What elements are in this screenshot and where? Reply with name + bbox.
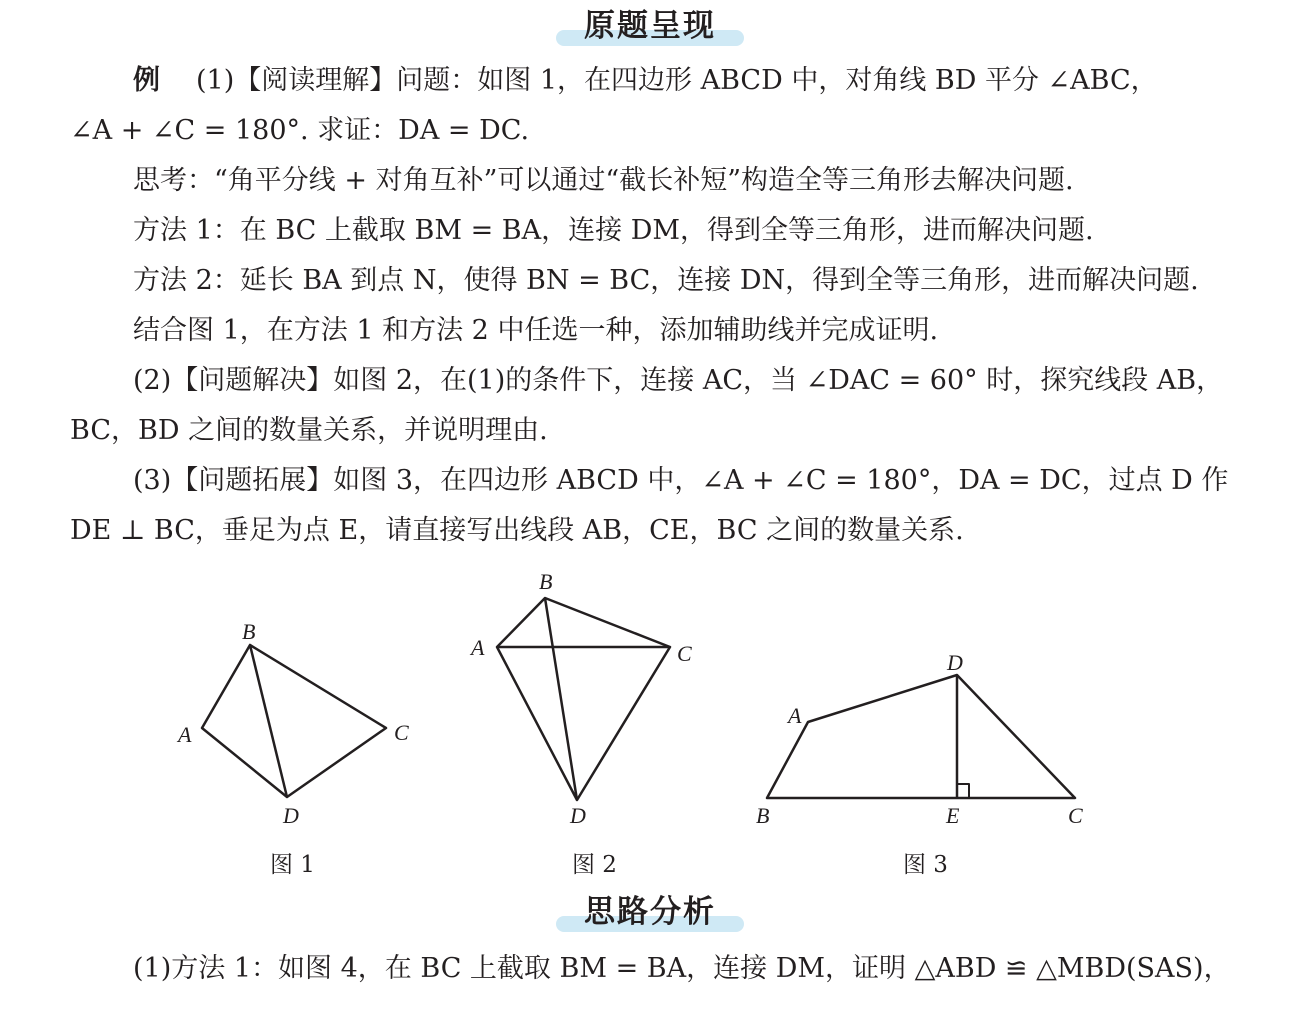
fig1-label-c: C	[394, 720, 409, 745]
fig3-label-a: A	[788, 703, 802, 728]
problem-line-3: 思考：“角平分线 + 对角互补”可以通过“截长补短”构造全等三角形去解决问题.	[133, 165, 1074, 196]
fig2-label-b: B	[539, 569, 553, 594]
problem-line-2: ∠A + ∠C = 180°. 求证：DA = DC.	[70, 115, 530, 146]
figures-diagram	[0, 560, 1300, 880]
fig3-label-d: D	[947, 650, 963, 675]
fig2-label-d: D	[570, 803, 586, 828]
fig3-label-b: B	[756, 803, 770, 828]
fig3-label-c: C	[1068, 803, 1083, 828]
problem-line-7: (2)【问题解决】如图 2，在(1)的条件下，连接 AC，当 ∠DAC = 60° 时，探究线段 AB，	[133, 365, 1224, 396]
problem-line-8: BC，BD 之间的数量关系，并说明理由.	[70, 415, 548, 446]
fig2-caption: 图 2	[572, 852, 617, 878]
fig1-label-a: A	[178, 722, 192, 747]
fig1-quadrilateral	[202, 645, 386, 797]
fig3-caption: 图 3	[903, 852, 948, 878]
problem-line-1	[133, 64, 1158, 98]
fig1-label-d: D	[283, 803, 299, 828]
fig2-label-a: A	[471, 635, 485, 660]
problem-text-1: (1)【阅读理解】问题：如图 1，在四边形 ABCD 中，对角线 BD 平分 ∠ABC，	[196, 65, 1158, 96]
problem-line-10: DE ⊥ BC，垂足为点 E，请直接写出线段 AB，CE，BC 之间的数量关系.	[70, 515, 964, 546]
fig1-diagonal-bd	[250, 645, 287, 797]
analysis-line-1: (1)方法 1：如图 4，在 BC 上截取 BM = BA，连接 DM，证明 △ABD ≌ △MBD(SAS)，	[133, 953, 1231, 984]
problem-line-9: (3)【问题拓展】如图 3，在四边形 ABCD 中，∠A + ∠C = 180°，DA = DC，过点 D 作	[133, 465, 1229, 496]
fig1-caption: 图 1	[270, 852, 315, 878]
fig3-quadrilateral	[767, 675, 1075, 798]
fig1-label-b: B	[242, 619, 256, 644]
section-title-analysis: 思路分析	[0, 890, 1300, 934]
example-label: 例	[133, 65, 160, 96]
section-title-original-problem: 原题呈现	[0, 4, 1300, 48]
fig2-quadrilateral	[497, 598, 670, 800]
fig3-label-e: E	[946, 803, 960, 828]
fig3-right-angle-mark	[957, 784, 969, 798]
problem-line-4: 方法 1：在 BC 上截取 BM = BA，连接 DM，得到全等三角形，进而解决问题.	[133, 215, 1094, 246]
problem-line-6: 结合图 1，在方法 1 和方法 2 中任选一种，添加辅助线并完成证明.	[133, 315, 939, 346]
problem-line-5: 方法 2：延长 BA 到点 N，使得 BN = BC，连接 DN，得到全等三角形，进而解决问题.	[133, 265, 1199, 296]
fig2-label-c: C	[677, 641, 692, 666]
